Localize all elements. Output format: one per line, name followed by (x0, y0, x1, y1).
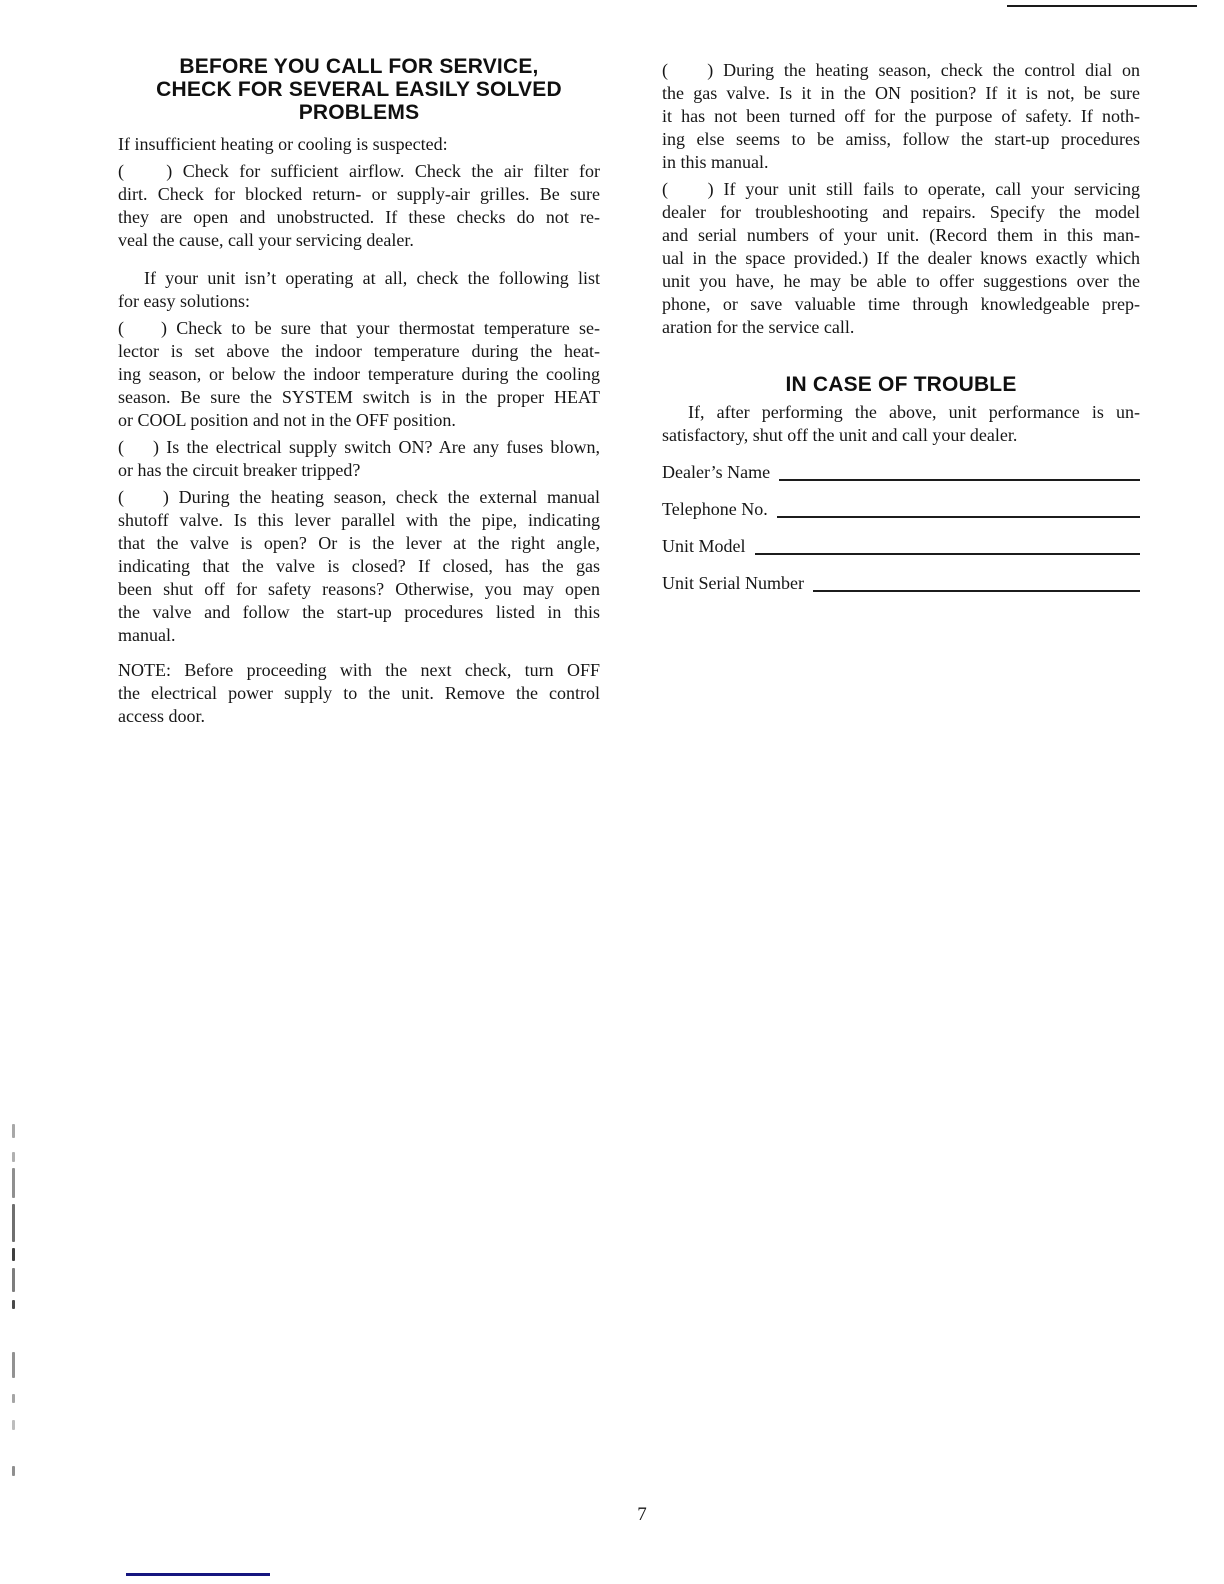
form-field-label: Unit Serial Number (662, 573, 804, 593)
form-field-underline (777, 516, 1140, 518)
form-field-label: Telephone No. (662, 499, 768, 519)
text-line: NOTE: Before proceeding with the next check, turn OFF (118, 660, 600, 680)
paragraph (662, 59, 1140, 174)
left-column (118, 55, 600, 728)
text-line: or COOL position and not in the OFF position. (118, 410, 456, 430)
form-field-label: Unit Model (662, 536, 746, 556)
text-line: or has the circuit breaker tripped? (118, 460, 361, 480)
text-line: ( ) During the heating season, check the external manual (118, 487, 600, 507)
scan-artifact-edge-dash (12, 1420, 15, 1430)
trouble-paragraph (662, 401, 1140, 447)
scan-artifact-edge-dash (12, 1466, 15, 1476)
paragraph (118, 160, 600, 252)
scan-artifact-edge-dash (12, 1248, 15, 1261)
paragraph (118, 133, 600, 156)
text-line: manual. (118, 625, 176, 645)
scan-artifact-edge-dash (12, 1168, 15, 1198)
form-field-underline (755, 553, 1141, 555)
form-field-label: Dealer’s Name (662, 462, 771, 482)
trouble-paragraph-container (662, 401, 1140, 447)
scan-artifact-blue-line (126, 1573, 270, 1576)
paragraph (662, 178, 1140, 339)
text-line: the valve and follow the start-up procedures listed in this (118, 602, 600, 622)
scan-artifact-edge-dash (12, 1204, 15, 1242)
text-line: dealer for troubleshooting and repairs. Specify the model (662, 202, 1140, 222)
paragraph (118, 486, 600, 647)
paragraph (118, 317, 600, 432)
paragraph (118, 436, 600, 482)
scan-artifact-edge-dash (12, 1152, 15, 1162)
text-line: the electrical power supply to the unit. Remove the control (118, 683, 600, 703)
text-line: If insufficient heating or cooling is suspected: (118, 134, 448, 154)
text-line: indicating that the valve is closed? If closed, has the gas (118, 556, 600, 576)
text-line: ual in the space provided.) If the dealer knows exactly which (662, 248, 1140, 268)
form-field (662, 498, 1140, 521)
form-field-underline (813, 590, 1140, 592)
right-paragraphs (662, 59, 1140, 339)
text-line: ing else seems to be amiss, follow the start-up procedures (662, 129, 1140, 149)
scan-artifact-edge-dash (12, 1352, 15, 1378)
text-line: shutoff valve. Is this lever parallel with the pipe, indicating (118, 510, 600, 530)
scan-artifact-edge-dash (12, 1394, 15, 1403)
note-paragraph (118, 659, 600, 728)
text-line: been shut off for safety reasons? Otherwise, you may open (118, 579, 600, 599)
text-line: season. Be sure the SYSTEM switch is in the proper HEAT (118, 387, 600, 407)
left-paragraphs (118, 133, 600, 728)
in-case-of-trouble-heading: IN CASE OF TROUBLE (785, 373, 1017, 396)
text-line: for easy solutions: (118, 291, 250, 311)
text-line: If your unit isn’t operating at all, check the following list (144, 268, 600, 288)
text-line: satisfactory, shut off the unit and call your dealer. (662, 425, 1018, 445)
text-line: If, after performing the above, unit performance is un- (688, 402, 1140, 422)
heading-line: PROBLEMS (298, 101, 420, 124)
scan-artifact-edge-dash (12, 1300, 15, 1309)
scan-artifact-top-line (1007, 5, 1197, 7)
text-line: phone, or save valuable time through knowledgeable prep- (662, 294, 1140, 314)
text-line: lector is set above the indoor temperature during the heat- (118, 341, 600, 361)
text-line: that the valve is open? Or is the lever at the right angle, (118, 533, 600, 553)
scan-artifact-edge-dash (12, 1124, 15, 1138)
text-line: ( ) Check to be sure that your thermostat temperature se- (118, 318, 600, 338)
text-line: access door. (118, 706, 205, 726)
text-line: dirt. Check for blocked return- or supply-air grilles. Be sure (118, 184, 600, 204)
right-column (662, 55, 1140, 595)
text-line: and serial numbers of your unit. (Record them in this man- (662, 225, 1140, 245)
text-line: ( ) Is the electrical supply switch ON? Are any fuses blown, (118, 437, 600, 457)
form-field (662, 572, 1140, 595)
form-field (662, 461, 1140, 484)
before-you-call-heading (118, 55, 600, 124)
paragraph (118, 267, 600, 313)
form-fields (662, 461, 1140, 595)
form-field-underline (779, 479, 1140, 481)
page-number: 7 (637, 1504, 647, 1525)
heading-line: CHECK FOR SEVERAL EASILY SOLVED (156, 78, 562, 101)
heading-line: BEFORE YOU CALL FOR SERVICE, (179, 55, 539, 78)
text-line: ( ) Check for sufficient airflow. Check the air filter for (118, 161, 600, 181)
text-line: they are open and unobstructed. If these checks do not re- (118, 207, 600, 227)
text-line: veal the cause, call your servicing dealer. (118, 230, 414, 250)
text-line: aration for the service call. (662, 317, 855, 337)
text-line: ing season, or below the indoor temperature during the cooling (118, 364, 600, 384)
text-line: the gas valve. Is it in the ON position? If it is not, be sure (662, 83, 1140, 103)
text-line: ( ) If your unit still fails to operate, call your servicing (662, 179, 1140, 199)
form-field (662, 535, 1140, 558)
text-line: ( ) During the heating season, check the control dial on (662, 60, 1140, 80)
text-line: in this manual. (662, 152, 769, 172)
text-line: unit you have, he may be able to offer suggestions over the (662, 271, 1140, 291)
scan-artifact-edge-dash (12, 1268, 15, 1292)
text-line: it has not been turned off for the purpose of safety. If noth- (662, 106, 1140, 126)
